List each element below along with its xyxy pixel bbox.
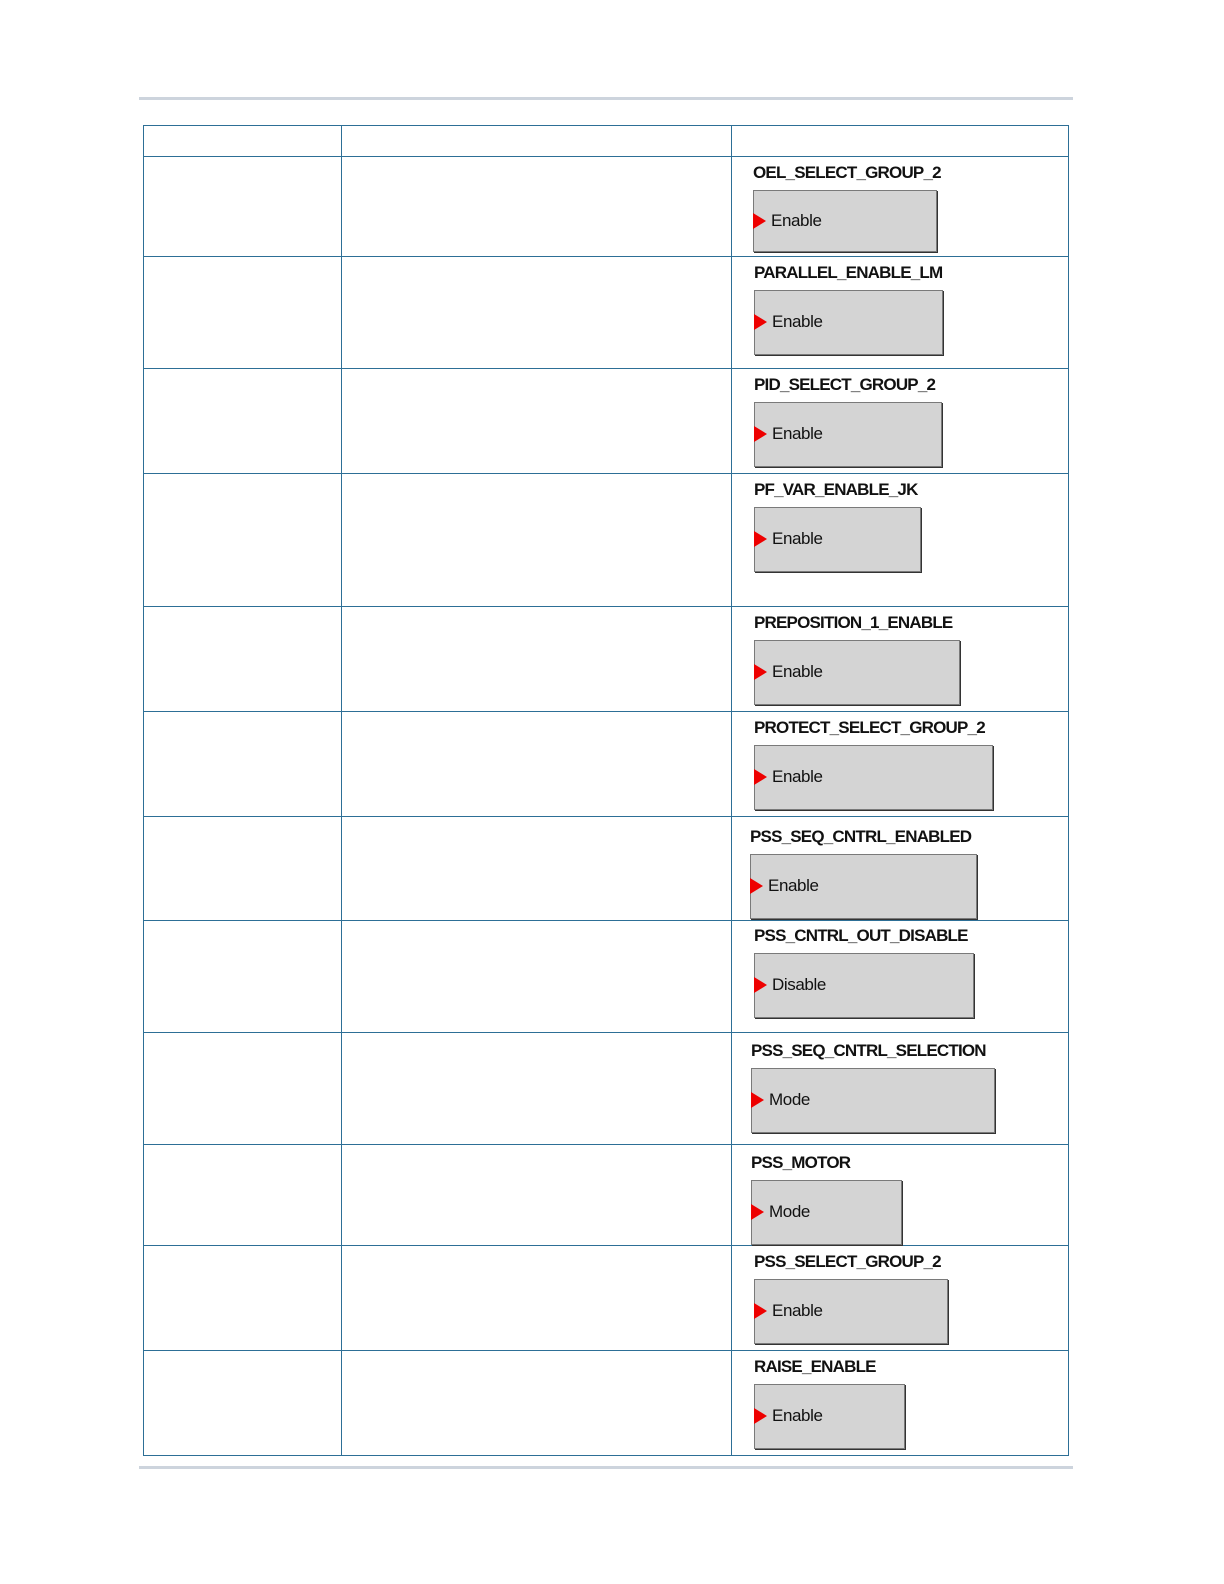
input-pin-icon [754, 426, 767, 442]
logic-block-cell [732, 921, 1069, 1033]
input-pin-label: Enable [772, 662, 823, 681]
logic-block-cell [732, 607, 1069, 712]
logic-block-cell [732, 157, 1069, 257]
logic-block-body[interactable] [754, 745, 993, 810]
name-cell [144, 1033, 342, 1145]
logic-block[interactable] [754, 1252, 941, 1320]
logic-block[interactable] [753, 163, 941, 230]
logic-block-cell [732, 474, 1069, 607]
description-cell [342, 1246, 732, 1351]
name-cell [144, 474, 342, 607]
description-cell [342, 1351, 732, 1456]
name-cell [144, 607, 342, 712]
input-pin-icon [750, 878, 763, 894]
input-pin-label: Enable [772, 312, 823, 331]
table-row [144, 921, 1069, 1033]
input-pin-label: Mode [769, 1202, 810, 1221]
logic-block-cell [732, 1351, 1069, 1456]
table-row [144, 712, 1069, 817]
logic-block-body[interactable] [754, 290, 943, 355]
header-cell-2 [342, 126, 732, 157]
logic-block-title: PARALLEL_ENABLE_LM [754, 263, 943, 282]
input-pin-icon [754, 664, 767, 680]
logic-block-title: RAISE_ENABLE [754, 1357, 876, 1376]
input-pin-icon [753, 213, 766, 229]
logic-block-cell [732, 817, 1069, 921]
name-cell [144, 817, 342, 921]
header-cell-1 [144, 126, 342, 157]
input-pin-icon [754, 1408, 767, 1424]
logic-block-cell [732, 257, 1069, 369]
table-row [144, 369, 1069, 474]
table-header-row [144, 126, 1069, 157]
logic-block[interactable] [754, 1357, 876, 1425]
input-pin-label: Enable [772, 424, 823, 443]
logic-block-title: OEL_SELECT_GROUP_2 [753, 163, 941, 182]
description-cell [342, 921, 732, 1033]
logic-block-title: PSS_SEQ_CNTRL_SELECTION [751, 1041, 986, 1060]
input-pin-icon [754, 531, 767, 547]
table-row [144, 1145, 1069, 1246]
logic-block-body[interactable] [754, 402, 942, 467]
logic-block-cell [732, 712, 1069, 817]
input-pin-label: Enable [772, 1406, 823, 1425]
logic-block[interactable] [751, 1041, 986, 1109]
name-cell [144, 1351, 342, 1456]
logic-block-body[interactable] [751, 1068, 995, 1133]
logic-block-cell [732, 1246, 1069, 1351]
logic-block-body[interactable] [754, 953, 974, 1018]
logic-block-title: PROTECT_SELECT_GROUP_2 [754, 718, 985, 737]
logic-block[interactable] [754, 375, 936, 443]
footer-rule [139, 1466, 1073, 1469]
description-cell [342, 1145, 732, 1246]
logic-element-table [143, 125, 1069, 1456]
logic-block-body[interactable] [753, 190, 937, 252]
description-cell [342, 607, 732, 712]
input-pin-label: Disable [772, 975, 826, 994]
logic-block-title: PREPOSITION_1_ENABLE [754, 613, 953, 632]
table-row [144, 1246, 1069, 1351]
logic-block[interactable] [754, 263, 943, 331]
input-pin-label: Enable [772, 1301, 823, 1320]
logic-block[interactable] [754, 613, 953, 681]
logic-block-body[interactable] [754, 1279, 948, 1344]
input-pin-icon [751, 1092, 764, 1108]
name-cell [144, 921, 342, 1033]
description-cell [342, 369, 732, 474]
table-row [144, 1033, 1069, 1145]
table-row [144, 1351, 1069, 1456]
name-cell [144, 369, 342, 474]
input-pin-label: Enable [772, 767, 823, 786]
logic-block-body[interactable] [754, 507, 921, 572]
description-cell [342, 157, 732, 257]
header-cell-3 [732, 126, 1069, 157]
description-cell [342, 1033, 732, 1145]
header-rule [139, 97, 1073, 100]
input-pin-icon [754, 769, 767, 785]
table-row [144, 157, 1069, 257]
description-cell [342, 712, 732, 817]
logic-block-title: PSS_SELECT_GROUP_2 [754, 1252, 941, 1271]
table-row [144, 607, 1069, 712]
input-pin-icon [754, 977, 767, 993]
name-cell [144, 1145, 342, 1246]
description-cell [342, 257, 732, 369]
logic-block-body[interactable] [754, 640, 960, 705]
table-row [144, 257, 1069, 369]
logic-block[interactable] [754, 718, 985, 786]
logic-block-title: PSS_SEQ_CNTRL_ENABLED [750, 827, 972, 846]
description-cell [342, 817, 732, 921]
logic-block-title: PID_SELECT_GROUP_2 [754, 375, 936, 394]
description-cell [342, 474, 732, 607]
logic-block[interactable] [750, 827, 972, 895]
logic-block-body[interactable] [750, 854, 977, 919]
logic-block[interactable] [754, 480, 918, 548]
input-pin-label: Enable [768, 876, 819, 895]
name-cell [144, 1246, 342, 1351]
logic-block-cell [732, 1145, 1069, 1246]
logic-block[interactable] [751, 1153, 851, 1221]
input-pin-label: Mode [769, 1090, 810, 1109]
table-row [144, 474, 1069, 607]
logic-block-title: PF_VAR_ENABLE_JK [754, 480, 918, 499]
logic-block-body[interactable] [751, 1180, 902, 1245]
name-cell [144, 712, 342, 817]
logic-block-cell [732, 1033, 1069, 1145]
input-pin-icon [754, 314, 767, 330]
input-pin-label: Enable [772, 529, 823, 548]
table-row [144, 817, 1069, 921]
logic-block-cell [732, 369, 1069, 474]
name-cell [144, 257, 342, 369]
logic-block-body[interactable] [754, 1384, 905, 1449]
input-pin-icon [751, 1204, 764, 1220]
logic-block-title: PSS_CNTRL_OUT_DISABLE [754, 926, 968, 945]
logic-block[interactable] [754, 926, 968, 994]
name-cell [144, 157, 342, 257]
input-pin-icon [754, 1303, 767, 1319]
input-pin-label: Enable [771, 211, 822, 230]
logic-block-title: PSS_MOTOR [751, 1153, 851, 1172]
